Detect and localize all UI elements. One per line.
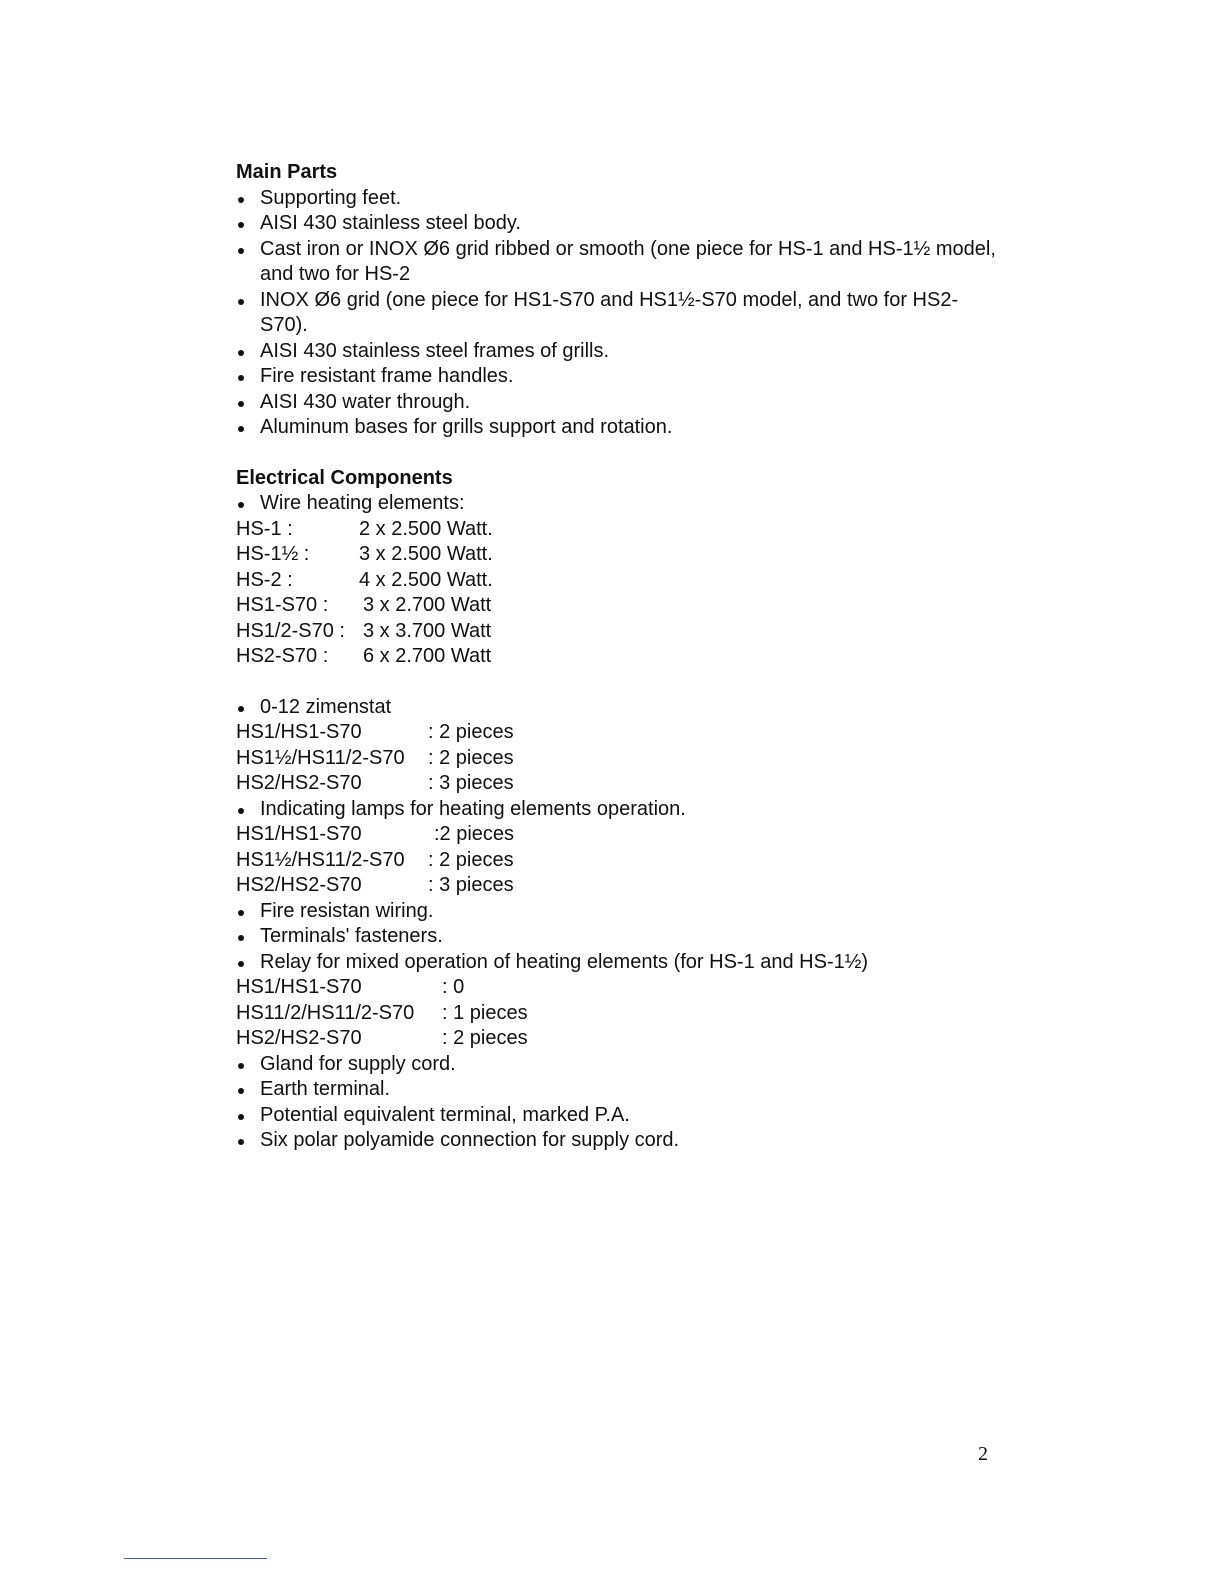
model-cell: HS1/HS1-S70 [236,976,362,998]
relay-table [236,975,996,1052]
value-cell: : 2 pieces [442,1027,528,1049]
model-cell: HS2/HS2-S70 [236,772,362,794]
list-item: Aluminum bases for grills support and rotation. [236,415,996,441]
list-item: AISI 430 water through. [236,390,996,416]
value-cell: 3 x 2.500 Watt. [359,543,493,565]
model-cell: HS-2 : [236,568,293,591]
model-cell: HS1/HS1-S70 [236,823,362,845]
model-cell: HS11/2/HS11/2-S70 [236,1001,415,1024]
value-cell: : 3 pieces [428,874,514,896]
table-row [236,771,996,797]
value-cell: 3 x 2.700 Watt [363,594,492,616]
table-row [236,568,996,594]
model-cell: HS1½/HS11/2-S70 [236,848,405,871]
list-item: Earth terminal. [236,1077,996,1103]
heating-elements-label: Wire heating elements: [236,491,996,517]
table-row [236,1001,996,1027]
table-row [236,975,996,1001]
table-row [236,593,996,619]
value-cell: : 0 [442,976,465,998]
table-row [236,542,996,568]
list-item: Gland for supply cord. [236,1052,996,1078]
indicating-lamps-table [236,822,996,899]
model-cell: HS2/HS2-S70 [236,1027,362,1049]
footnote-divider [124,1558,267,1559]
main-parts-list [236,186,996,441]
list-item: AISI 430 stainless steel frames of grills. [236,339,996,365]
value-cell: : 1 pieces [442,1001,528,1024]
table-row [236,720,996,746]
list-item: AISI 430 stainless steel body. [236,211,996,237]
model-cell: HS2-S70 : [236,645,329,667]
spacer [236,441,996,466]
electrical-components-heading: Electrical Components [236,466,453,489]
value-cell: : 3 pieces [428,772,514,794]
list-item: INOX Ø6 grid (one piece for HS1-S70 and HS1½-S70 model, and two for HS2-S70). [236,288,996,339]
table-row [236,822,996,848]
value-cell: 4 x 2.500 Watt. [359,568,493,591]
value-cell: 3 x 3.700 Watt [363,619,492,642]
list-item: Fire resistant frame handles. [236,364,996,390]
list-item: Supporting feet. [236,186,996,212]
main-parts-heading: Main Parts [236,161,338,183]
value-cell: :2 pieces [434,823,515,845]
document-page [236,160,996,1154]
value-cell: 6 x 2.700 Watt [363,645,492,667]
value-cell: : 2 pieces [428,848,514,871]
indicating-lamps-label: Indicating lamps for heating elements operation. [236,797,996,823]
heating-elements-table [236,517,996,670]
table-row [236,746,996,772]
list-item: Potential equivalent terminal, marked P.A. [236,1103,996,1129]
model-cell: HS1/HS1-S70 [236,721,362,743]
list-item: Terminals' fasteners. [236,924,996,950]
list-item: Six polar polyamide connection for supply cord. [236,1128,996,1154]
zimenstat-label: 0-12 zimenstat [236,695,996,721]
value-cell: : 2 pieces [428,721,514,743]
relay-label: Relay for mixed operation of heating elements (for HS-1 and HS-1½) [236,950,996,976]
spacer [236,670,996,695]
list-item: Fire resistan wiring. [236,899,996,925]
table-row [236,1026,996,1052]
model-cell: HS1-S70 : [236,594,329,616]
model-cell: HS2/HS2-S70 [236,874,362,896]
value-cell: : 2 pieces [428,746,514,769]
table-row [236,517,996,543]
list-item: Cast iron or INOX Ø6 grid ribbed or smooth (one piece for HS-1 and HS-1½ model, and two for HS-2 [236,237,996,288]
table-row [236,644,996,670]
page-number: 2 [978,1443,988,1465]
model-cell: HS-1½ : [236,543,310,565]
model-cell: HS1½/HS11/2-S70 [236,746,405,769]
model-cell: HS1/2-S70 : [236,619,345,642]
table-row [236,848,996,874]
zimenstat-table [236,720,996,797]
table-row [236,619,996,645]
model-cell: HS-1 : [236,517,293,540]
value-cell: 2 x 2.500 Watt. [359,517,493,540]
table-row [236,873,996,899]
